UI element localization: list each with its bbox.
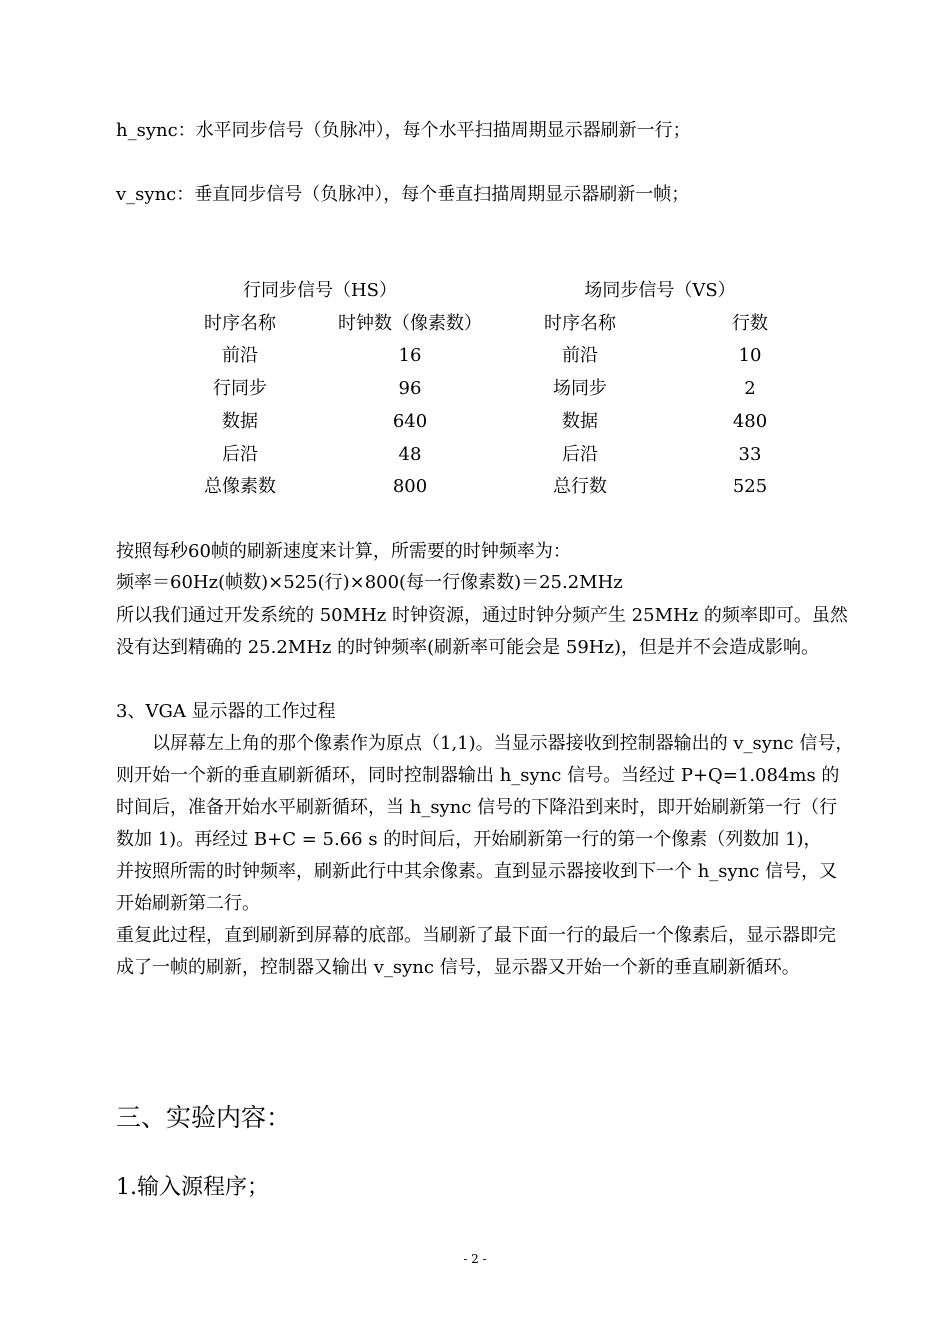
table-cell: 行同步: [213, 378, 267, 399]
paragraph-line: 则开始一个新的垂直刷新循环，同时控制器输出 h_sync 信号。当经过 P+Q=1.084ms 的: [116, 765, 840, 786]
page-number: - 2 -: [463, 1252, 487, 1266]
table-cell: 525: [732, 476, 768, 497]
table-cell: 后沿: [562, 444, 598, 465]
table-cell: 2: [744, 378, 756, 399]
calc-line: 所以我们通过开发系统的 50MHz 时钟资源，通过时钟分频产生 25MHz 的频率即可。虽然: [116, 605, 848, 626]
calc-formula: 频率＝60Hz(帧数)×525(行)×800(每一行像素数)＝25.2MHz: [116, 572, 623, 593]
col-header: 时序名称: [204, 313, 276, 334]
h-sync-definition: h_sync：水平同步信号（负脉冲），每个水平扫描周期显示器刷新一行；: [116, 120, 691, 141]
table-cell: 数据: [222, 411, 258, 432]
table-cell: 总行数: [553, 476, 607, 497]
paragraph-line: 成了一帧的刷新，控制器又输出 v_sync 信号，显示器又开始一个新的垂直刷新循环。: [116, 957, 800, 978]
subheading: 1.输入源程序；: [116, 1175, 269, 1200]
table-cell: 总像素数: [204, 476, 276, 497]
table-cell: 48: [398, 444, 422, 465]
col-header: 时钟数（像素数）: [338, 313, 482, 334]
calc-line: 按照每秒60帧的刷新速度来计算，所需要的时钟频率为：: [116, 541, 571, 562]
section-heading: 三、实验内容：: [116, 1103, 292, 1132]
table-cell: 33: [738, 444, 762, 465]
vs-title: 场同步信号（VS）: [584, 280, 736, 301]
table-cell: 10: [738, 345, 762, 366]
section-title: 3、VGA 显示器的工作过程: [116, 701, 336, 722]
table-cell: 96: [398, 378, 422, 399]
paragraph-line: 并按照所需的时钟频率，刷新此行中其余像素。直到显示器接收到下一个 h_sync 信号，又: [116, 861, 838, 882]
paragraph-line: 重复此过程，直到刷新到屏幕的底部。当刷新了最下面一行的最后一个像素后，显示器即完: [116, 925, 836, 946]
table-cell: 640: [392, 411, 428, 432]
paragraph-line: 时间后，准备开始水平刷新循环，当 h_sync 信号的下降沿到来时，即开始刷新第一行（行: [116, 797, 838, 818]
table-cell: 数据: [562, 411, 598, 432]
table-cell: 场同步: [553, 378, 607, 399]
table-cell: 后沿: [222, 444, 258, 465]
table-cell: 800: [392, 476, 428, 497]
paragraph-line: 数加 1)。再经过 B+C = 5.66 s 的时间后，开始刷新第一行的第一个像素（列数加 1)，: [116, 829, 822, 850]
calc-line: 没有达到精确的 25.2MHz 的时钟频率(刷新率可能会是 59Hz)，但是并不会造成影响。: [116, 637, 819, 658]
paragraph-line: 以屏幕左上角的那个像素作为原点（1,1)。当显示器接收到控制器输出的 v_sync 信号，: [152, 733, 854, 754]
col-header: 时序名称: [544, 313, 616, 334]
paragraph-line: 开始刷新第二行。: [116, 893, 260, 914]
table-cell: 前沿: [562, 345, 598, 366]
table-cell: 16: [398, 345, 422, 366]
table-cell: 480: [732, 411, 768, 432]
col-header: 行数: [732, 313, 768, 334]
v-sync-definition: v_sync：垂直同步信号（负脉冲），每个垂直扫描周期显示器刷新一帧；: [116, 184, 690, 205]
table-cell: 前沿: [222, 345, 258, 366]
hs-title: 行同步信号（HS）: [242, 280, 398, 301]
